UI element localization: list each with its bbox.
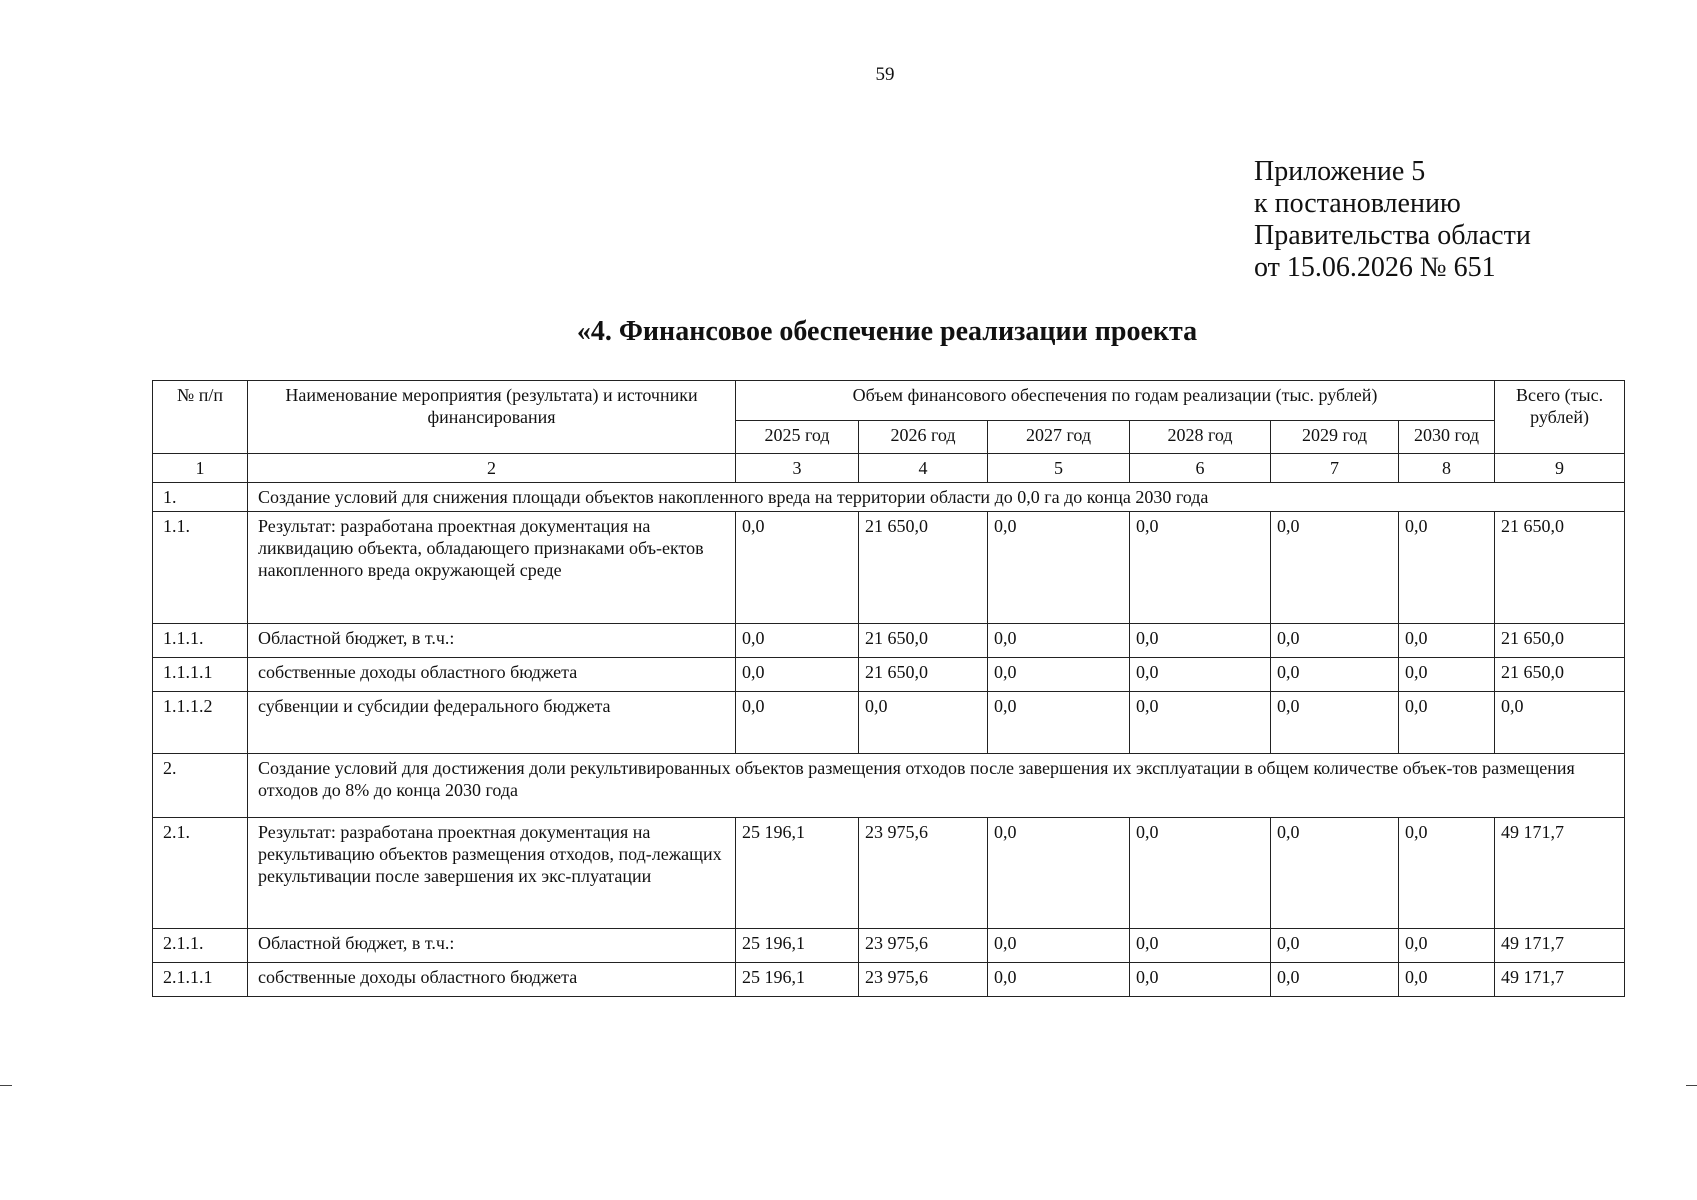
header-name: Наименование мероприятия (результата) и источники финансирования [248, 381, 736, 454]
value-cell: 0,0 [1399, 818, 1495, 929]
value-cell: 0,0 [1399, 624, 1495, 658]
value-cell: 0,0 [736, 658, 859, 692]
scan-mark [0, 1085, 12, 1086]
value-cell: 0,0 [1271, 512, 1399, 624]
column-index: 6 [1130, 454, 1271, 483]
value-cell: 0,0 [988, 658, 1130, 692]
value-cell: 0,0 [1271, 929, 1399, 963]
value-cell: 25 196,1 [736, 929, 859, 963]
header-year: 2026 год [859, 421, 988, 454]
value-cell: 0,0 [1271, 658, 1399, 692]
value-cell: 0,0 [1130, 818, 1271, 929]
value-cell: 0,0 [736, 512, 859, 624]
value-cell: 0,0 [1399, 512, 1495, 624]
value-cell: 0,0 [1130, 929, 1271, 963]
value-cell: 25 196,1 [736, 963, 859, 997]
header-year: 2025 год [736, 421, 859, 454]
value-cell: 0,0 [1130, 963, 1271, 997]
scan-mark [1686, 1085, 1697, 1086]
value-cell: 0,0 [859, 692, 988, 754]
value-cell: 0,0 [1271, 624, 1399, 658]
column-index: 3 [736, 454, 859, 483]
total-cell: 49 171,7 [1495, 963, 1625, 997]
appendix-line: к постановлению [1254, 188, 1461, 219]
row-code: 1.1.1. [153, 624, 248, 658]
value-cell: 0,0 [1130, 658, 1271, 692]
row-name: Результат: разработана проектная документация на ликвидацию объекта, обладающего признаками объ-ектов накопленного вреда окружающей среде [248, 512, 736, 624]
row-code: 2.1.1. [153, 929, 248, 963]
row-name: Областной бюджет, в т.ч.: [248, 624, 736, 658]
column-index: 5 [988, 454, 1130, 483]
value-cell: 0,0 [1399, 963, 1495, 997]
header-year: 2029 год [1271, 421, 1399, 454]
row-name: субвенции и субсидии федерального бюджета [248, 692, 736, 754]
value-cell: 23 975,6 [859, 818, 988, 929]
value-cell: 0,0 [1399, 692, 1495, 754]
table-row [153, 512, 1625, 624]
value-cell: 0,0 [988, 692, 1130, 754]
table-row [153, 929, 1625, 963]
value-cell: 21 650,0 [859, 512, 988, 624]
row-name: собственные доходы областного бюджета [248, 963, 736, 997]
value-cell: 0,0 [1130, 512, 1271, 624]
value-cell: 0,0 [988, 929, 1130, 963]
value-cell: 0,0 [988, 963, 1130, 997]
column-index: 1 [153, 454, 248, 483]
value-cell: 0,0 [1271, 818, 1399, 929]
column-index: 8 [1399, 454, 1495, 483]
value-cell: 23 975,6 [859, 929, 988, 963]
column-index: 9 [1495, 454, 1625, 483]
value-cell: 0,0 [1271, 692, 1399, 754]
value-cell: 0,0 [988, 512, 1130, 624]
value-cell: 0,0 [1399, 929, 1495, 963]
row-code: 2.1.1.1 [153, 963, 248, 997]
value-cell: 0,0 [1271, 963, 1399, 997]
header-volume: Объем финансового обеспечения по годам реализации (тыс. рублей) [736, 381, 1495, 421]
appendix-line: от 15.06.2026 № 651 [1254, 252, 1496, 283]
row-code: 1. [153, 483, 248, 512]
row-name: собственные доходы областного бюджета [248, 658, 736, 692]
row-code: 1.1.1.2 [153, 692, 248, 754]
row-name: Областной бюджет, в т.ч.: [248, 929, 736, 963]
header-year: 2028 год [1130, 421, 1271, 454]
appendix-line: Правительства области [1254, 220, 1531, 251]
column-index: 4 [859, 454, 988, 483]
section-row [153, 483, 1625, 512]
total-cell: 49 171,7 [1495, 929, 1625, 963]
value-cell: 0,0 [988, 818, 1130, 929]
table-row [153, 658, 1625, 692]
row-name: Результат: разработана проектная документация на рекультивацию объектов размещения отходов, под-лежащих рекультивации после завершения их экс-плуатации [248, 818, 736, 929]
financing-table [152, 380, 1625, 997]
section-text: Создание условий для снижения площади объектов накопленного вреда на территории области до 0,0 га до конца 2030 года [248, 483, 1625, 512]
value-cell: 23 975,6 [859, 963, 988, 997]
total-cell: 21 650,0 [1495, 512, 1625, 624]
header-number: № п/п [153, 381, 248, 454]
header-year: 2027 год [988, 421, 1130, 454]
total-cell: 0,0 [1495, 692, 1625, 754]
value-cell: 21 650,0 [859, 658, 988, 692]
column-index: 7 [1271, 454, 1399, 483]
value-cell: 0,0 [1130, 692, 1271, 754]
value-cell: 0,0 [736, 692, 859, 754]
table-row [153, 963, 1625, 997]
section-row [153, 754, 1625, 818]
total-cell: 21 650,0 [1495, 658, 1625, 692]
section-text: Создание условий для достижения доли рекультивированных объектов размещения отходов после завершения их эксплуатации в общем количестве объек-тов размещения отходов до 8% до конца 2030 года [248, 754, 1625, 818]
table-row [153, 624, 1625, 658]
row-code: 1.1. [153, 512, 248, 624]
header-year: 2030 год [1399, 421, 1495, 454]
total-cell: 49 171,7 [1495, 818, 1625, 929]
value-cell: 0,0 [1399, 658, 1495, 692]
row-code: 2.1. [153, 818, 248, 929]
value-cell: 0,0 [988, 624, 1130, 658]
header-total: Всего (тыс. рублей) [1495, 381, 1625, 454]
value-cell: 25 196,1 [736, 818, 859, 929]
value-cell: 0,0 [1130, 624, 1271, 658]
total-cell: 21 650,0 [1495, 624, 1625, 658]
appendix-block [1254, 156, 1531, 284]
row-code: 2. [153, 754, 248, 818]
column-index: 2 [248, 454, 736, 483]
value-cell: 0,0 [736, 624, 859, 658]
document-title: «4. Финансовое обеспечение реализации проекта [576, 316, 1198, 347]
row-code: 1.1.1.1 [153, 658, 248, 692]
table-row [153, 818, 1625, 929]
appendix-line: Приложение 5 [1254, 156, 1426, 187]
value-cell: 21 650,0 [859, 624, 988, 658]
page-number: 59 [875, 64, 895, 85]
table-row [153, 692, 1625, 754]
